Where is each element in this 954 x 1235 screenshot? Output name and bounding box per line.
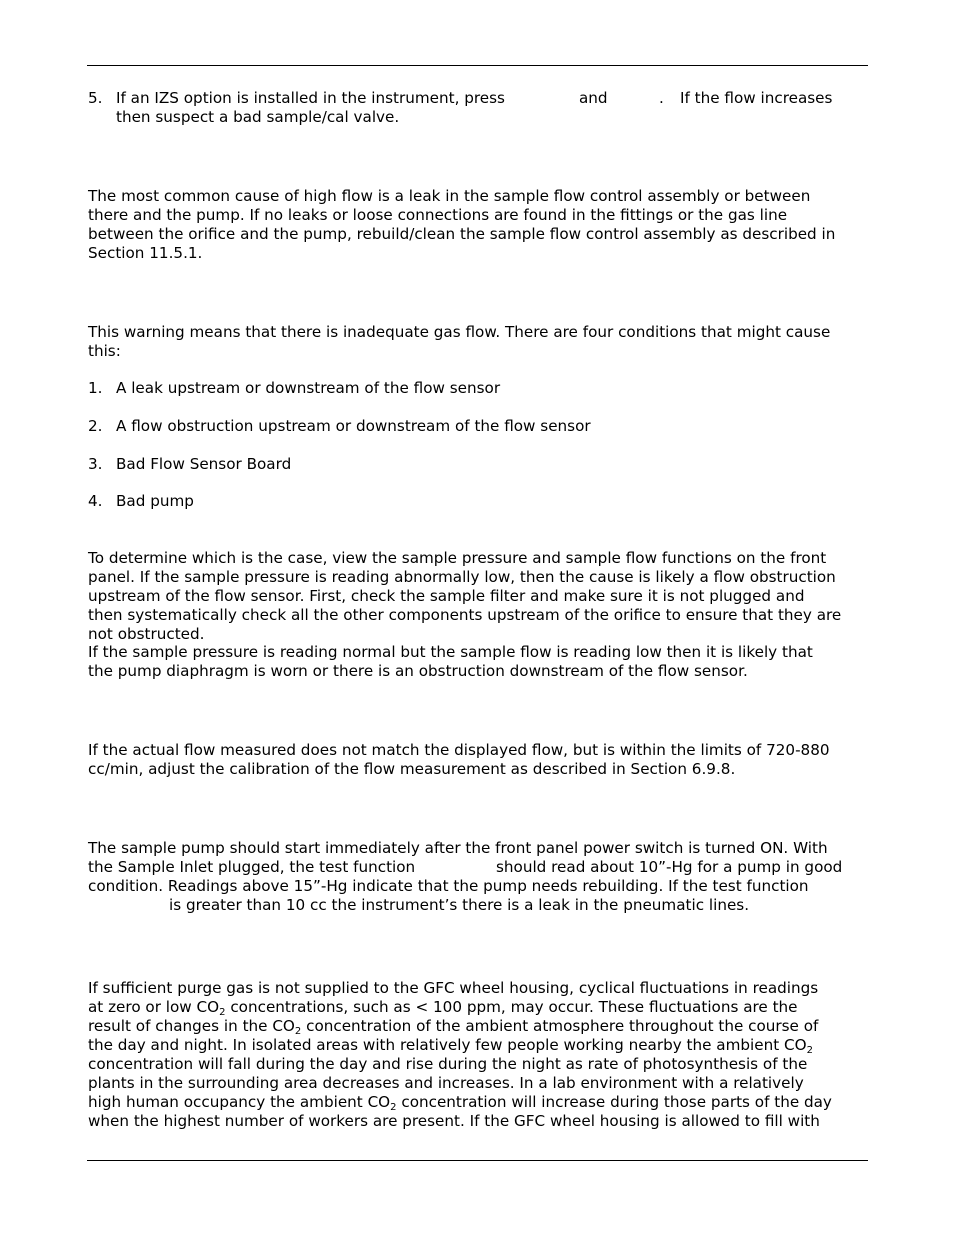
list-number: 1. <box>88 379 103 397</box>
subscript: 2 <box>219 1007 226 1018</box>
paragraph-line <box>88 1036 868 1055</box>
paragraph-line-continuation: should read about 10”-Hg for a pump in good <box>496 858 843 876</box>
paragraph-line: condition. Readings above 15”-Hg indicate that the pump needs rebuilding. If the test function <box>88 877 809 895</box>
header-rule <box>87 65 868 66</box>
subscript: 2 <box>294 1026 302 1037</box>
subscript: 2 <box>390 1102 397 1113</box>
list-item-text: Bad pump <box>116 492 194 510</box>
paragraph-line: This warning means that there is inadequate gas flow. There are four conditions that might cause <box>88 323 831 341</box>
paragraph-line <box>88 1017 868 1036</box>
paragraph-line: If the actual flow measured does not match the displayed flow, but is within the limits of 720-880 <box>88 741 830 759</box>
paragraph-line: is greater than 10 cc the instrument’s there is a leak in the pneumatic lines. <box>169 896 750 914</box>
paragraph-line: concentration will fall during the day and rise during the night as rate of photosynthesis of the <box>88 1055 808 1073</box>
list-item-5 <box>88 89 868 127</box>
cause-item-4 <box>88 492 868 511</box>
normal-pressure-paragraph <box>88 643 868 681</box>
paragraph-line: panel. If the sample pressure is reading abnormally low, then the cause is likely a flow obstruction <box>88 568 836 586</box>
paragraph-line: If the sample pressure is reading normal but the sample flow is reading low then it is likely that <box>88 643 813 661</box>
purge-paragraph <box>88 979 868 1131</box>
pump-paragraph <box>88 839 868 915</box>
item5-text-d: If the flow increases <box>680 89 833 107</box>
actual-flow-paragraph <box>88 741 868 779</box>
cause-item-3 <box>88 455 868 474</box>
text-run: concentrations, such as < 100 ppm, may occur. These fluctuations are the <box>225 998 798 1016</box>
cause-item-2 <box>88 417 868 436</box>
text-run: high human occupancy the ambient CO <box>88 1093 391 1111</box>
paragraph-line: when the highest number of workers are present. If the GFC wheel housing is allowed to fill with <box>88 1112 820 1130</box>
paragraph-line: upstream of the flow sensor. First, check the sample filter and make sure it is not plugged and <box>88 587 805 605</box>
item5-line2: then suspect a bad sample/cal valve. <box>116 108 400 126</box>
paragraph-line: plants in the surrounding area decreases and increases. In a lab environment with a relatively <box>88 1074 804 1092</box>
footer-rule <box>87 1160 868 1161</box>
paragraph-line: cc/min, adjust the calibration of the flow measurement as described in Section 6.9.8. <box>88 760 736 778</box>
item5-text-a: If an IZS option is installed in the instrument, press <box>116 89 505 107</box>
paragraph-line: To determine which is the case, view the sample pressure and sample flow functions on the front <box>88 549 827 567</box>
text-run: concentration will increase during those parts of the day <box>396 1093 832 1111</box>
list-number: 2. <box>88 417 103 435</box>
paragraph-line: then systematically check all the other components upstream of the orifice to ensure that they are <box>88 606 842 624</box>
paragraph-line: there and the pump. If no leaks or loose connections are found in the fittings or the gas line <box>88 206 788 224</box>
paragraph-line <box>88 1093 868 1112</box>
high-flow-paragraph <box>88 187 868 263</box>
text-run: at zero or low CO <box>88 998 220 1016</box>
paragraph-line: If sufficient purge gas is not supplied to the GFC wheel housing, cyclical fluctuations in readings <box>88 979 819 997</box>
list-item-text: Bad Flow Sensor Board <box>116 455 292 473</box>
text-run: concentration of the ambient atmosphere throughout the course of <box>301 1017 819 1035</box>
text-run: the day and night. In isolated areas with relatively few people working nearby the ambient CO <box>88 1036 807 1054</box>
list-number: 4. <box>88 492 103 510</box>
text-run: result of changes in the CO <box>88 1017 295 1035</box>
paragraph-line: The most common cause of high flow is a leak in the sample flow control assembly or between <box>88 187 811 205</box>
item5-text-and: and <box>579 89 608 107</box>
paragraph-line: between the orifice and the pump, rebuild/clean the sample flow control assembly as described in <box>88 225 836 243</box>
paragraph-line: the Sample Inlet plugged, the test function <box>88 858 416 876</box>
paragraph-line: not obstructed. <box>88 625 205 643</box>
warning-paragraph <box>88 323 868 361</box>
cause-item-1 <box>88 379 868 398</box>
determine-paragraph <box>88 549 868 644</box>
list-number: 3. <box>88 455 103 473</box>
paragraph-line: Section 11.5.1. <box>88 244 203 262</box>
list-item-text: A leak upstream or downstream of the flow sensor <box>116 379 501 397</box>
paragraph-line <box>88 998 868 1017</box>
paragraph-line: the pump diaphragm is worn or there is an obstruction downstream of the flow sensor. <box>88 662 748 680</box>
paragraph-line: The sample pump should start immediately after the front panel power switch is turned ON. With <box>88 839 828 857</box>
paragraph-line: this: <box>88 342 121 360</box>
list-item-text: A flow obstruction upstream or downstream of the flow sensor <box>116 417 591 435</box>
list-number: 5. <box>88 89 103 107</box>
item5-text-period: . <box>659 89 664 107</box>
subscript: 2 <box>806 1045 813 1056</box>
